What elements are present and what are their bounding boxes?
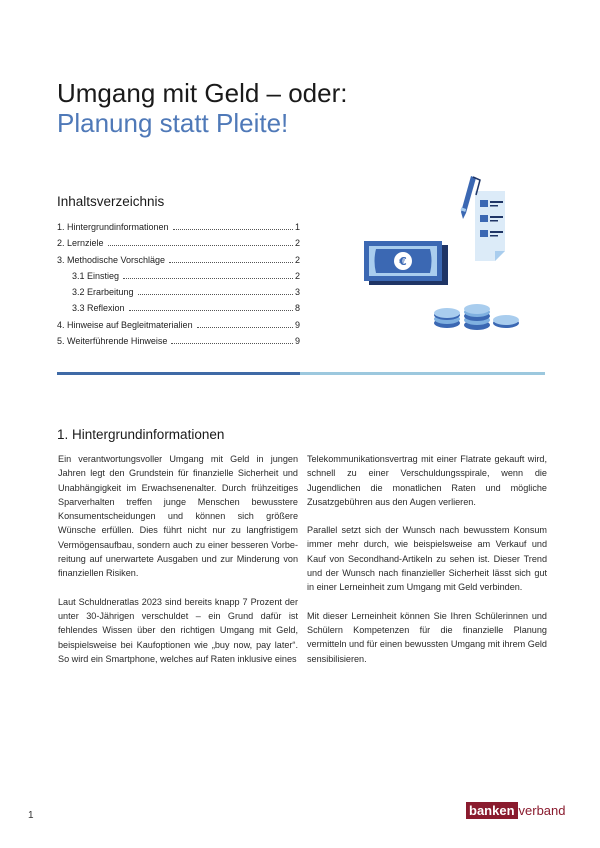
toc-item-label: 3.1 Einstieg xyxy=(72,270,120,281)
toc-item[interactable] xyxy=(57,222,300,238)
toc-item-label: 2. Lernziele xyxy=(57,238,104,249)
toc-item-page: 8 xyxy=(294,303,300,314)
text-column-right xyxy=(307,452,547,680)
logo-part-verband: verband xyxy=(518,803,566,818)
toc-leader-dots xyxy=(171,343,293,344)
title-line-1: Umgang mit Geld – oder: xyxy=(57,78,348,108)
euro-banknote-icon xyxy=(364,241,448,285)
toc-subitem[interactable] xyxy=(57,303,300,319)
toc-item[interactable] xyxy=(57,336,300,352)
text-column-left xyxy=(58,452,298,680)
page-number: 1 xyxy=(28,810,34,821)
paragraph: Ein verantwortungsvoller Umgang mit Geld in jungen Jahren legt den Grundstein für finanzielle Sicherheit und Unabhängigkeit im Erwachsenenalter. Durch frühzeitiges Sparverhalten treffen junge Menschen bewusstere Konsumentscheidungen und können sich größere Wünsche erfüllen. Dies führt nicht nur zu langfristigem Vermögensaufbau, sondern auch zu einer besseren Vorbereitung auf unerwartete Ausgaben und zur Minderung von finanziellen Risiken. xyxy=(58,454,298,579)
toc-leader-dots xyxy=(173,229,293,230)
paragraph: Laut Schuldneratlas 2023 sind bereits knapp 7 Prozent der unter 30-Jährigen verschuldet – ein Grund dafür ist fehlendes Wissen über den richtigen Umgang mit Geld, beispielsweise bei Kaufoptionen wie „buy now, pay later“. So wird ein Smartphone, welches auf Raten inklusive eines xyxy=(58,596,298,664)
title-line-2: Planung statt Pleite! xyxy=(57,108,289,138)
divider-dark-segment xyxy=(57,372,300,375)
toc-leader-dots xyxy=(169,262,293,263)
money-illustration xyxy=(355,165,555,345)
coin-stacks-icon xyxy=(434,304,519,330)
table-of-contents xyxy=(57,222,300,352)
toc-subitem[interactable] xyxy=(57,271,300,287)
toc-item-label: 3.2 Erarbeitung xyxy=(72,287,134,298)
toc-leader-dots xyxy=(123,278,293,279)
paragraph: Parallel setzt sich der Wunsch nach bewusstem Konsum immer mehr durch, wie beispielsweise am Verkauf und Kauf von Secondhand-Artikeln zu sehen ist. Dieser Trend und der Wunsch nach finanzieller Sicherheit lässt sich gut in einer Lerneinheit zum Umgang mit Geld verbinden. xyxy=(307,525,547,593)
toc-item-label: 1. Hintergrundinformationen xyxy=(57,222,169,232)
toc-item-label: 4. Hinweise auf Begleitmaterialien xyxy=(57,319,193,330)
document-title xyxy=(57,78,347,138)
checklist-with-pen-icon xyxy=(460,176,505,261)
toc-item[interactable] xyxy=(57,320,300,336)
toc-item-page: 2 xyxy=(294,254,300,265)
toc-leader-dots xyxy=(129,310,293,311)
paragraph: Mit dieser Lerneinheit können Sie Ihren Schülerinnen und Schülern Kompetenzen für die finanzielle Planung vermitteln und für einen bewussten Umgang mit ihrem Geld sensibilisieren. xyxy=(307,610,547,664)
toc-leader-dots xyxy=(108,245,293,246)
toc-item-label: 5. Weiterführende Hinweise xyxy=(57,336,168,347)
toc-item-page: 2 xyxy=(294,238,300,249)
toc-item-label: 3. Methodische Vorschläge xyxy=(57,254,166,265)
divider-light-segment xyxy=(300,372,545,375)
toc-leader-dots xyxy=(197,327,293,328)
toc-leader-dots xyxy=(138,294,293,295)
toc-item-page: 9 xyxy=(294,336,300,347)
toc-item-page: 3 xyxy=(294,287,300,298)
logo-part-banken: banken xyxy=(466,802,518,819)
toc-subitem[interactable] xyxy=(57,287,300,303)
section-heading: 1. Hintergrundinformationen xyxy=(57,427,225,442)
toc-item-page: 9 xyxy=(294,319,300,330)
toc-item-page: 2 xyxy=(294,270,300,281)
toc-item[interactable] xyxy=(57,238,300,254)
section-divider xyxy=(57,372,545,375)
toc-heading: Inhaltsverzeichnis xyxy=(57,194,165,209)
paragraph: Telekommunikationsvertrag mit einer Flatrate gekauft wird, schnell zu einer Verschuldungsspirale, wenn die Jugendlichen die monatlichen Raten und mögliche Zusatzgebühren aus den Augen verlieren. xyxy=(307,454,547,507)
toc-item-page: 1 xyxy=(294,222,300,232)
toc-item-label: 3.3 Reflexion xyxy=(72,303,125,314)
toc-item[interactable] xyxy=(57,255,300,271)
bankenverband-logo xyxy=(466,802,566,819)
svg-text:€: € xyxy=(399,255,407,268)
